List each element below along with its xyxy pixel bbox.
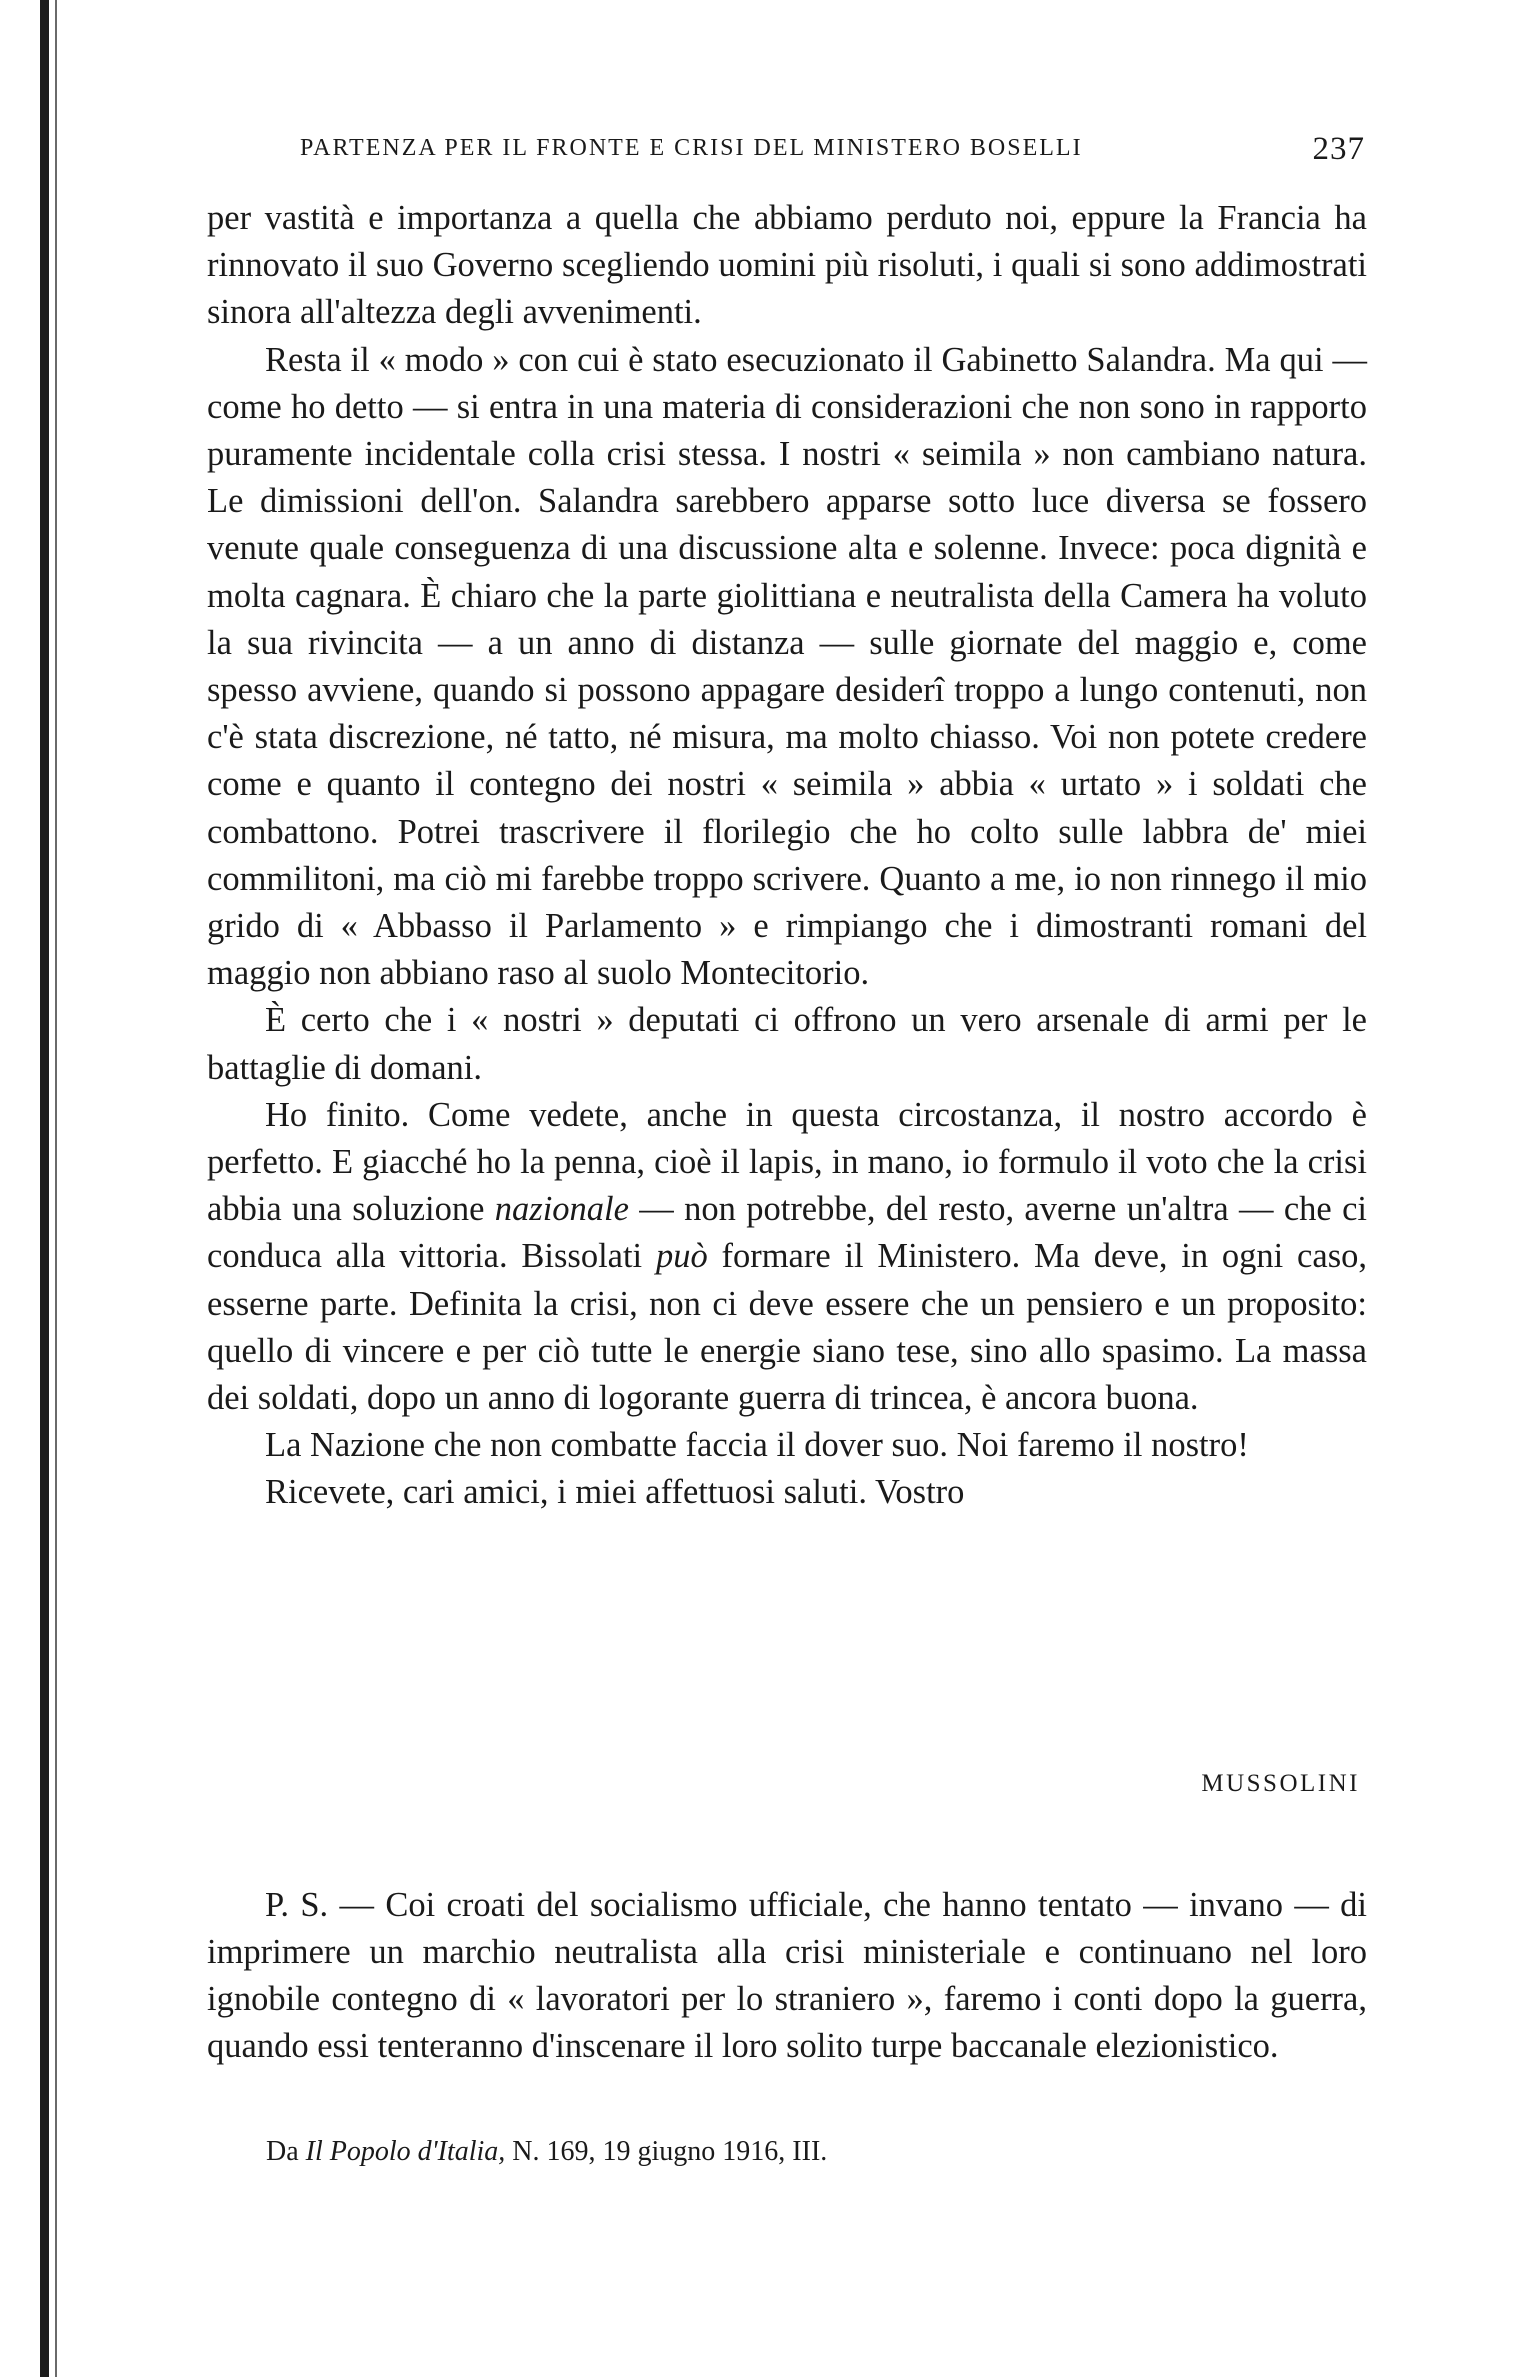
paragraph-4-part-b: — non potrebbe, del resto, averne un'altra — che ci conduca alla vittoria. Bissolati [207, 1190, 1367, 1276]
paragraph-4-part-c: formare il Ministero. Ma deve, in ogni caso, esserne parte. Definita la crisi, non ci deve essere che un pensiero e un proposito: quello di vincere e per ciò tutte le energie siano tese, sino allo spasimo. La massa dei soldati, dopo un anno di logorante guerra di trincea, è ancora buona. [207, 1237, 1367, 1418]
source-prefix: Da [266, 2136, 299, 2167]
source-newspaper: Il Popolo d'Italia, [305, 2136, 506, 2167]
running-title: PARTENZA PER IL FRONTE E CRISI DEL MINISTERO BOSELLI [300, 135, 1083, 161]
postscript: P. S. — Coi croati del socialismo ufficiale, che hanno tentato — invano — di imprimere un marchio neutralista alla crisi ministeriale e continuano nel loro ignobile contegno di « lavoratori per lo straniero », faremo i conti dopo la guerra, quando essi tenteranno d'inscenare il loro solito turpe baccanale elezionistico. [207, 1885, 1367, 2066]
running-header [300, 131, 1365, 167]
paragraph-3: È certo che i « nostri » deputati ci offrono un vero arsenale di armi per le battaglie di domani. [207, 1001, 1367, 1087]
page-binding-edge [40, 0, 49, 2377]
source-details: N. 169, 19 giugno 1916, III. [512, 2136, 828, 2167]
paragraph-4-part-a: Ho finito. Come vedete, anche in questa circostanza, il nostro accordo è perfetto. E giacché ho la penna, cioè il lapis, in mano, io formulo il voto che la crisi abbia una soluzione [207, 1095, 1367, 1229]
page-binding-shadow [55, 0, 57, 2377]
paragraph-5: La Nazione che non combatte faccia il dover suo. Noi faremo il nostro! [265, 1426, 1249, 1465]
signature: MUSSOLINI [1201, 1770, 1360, 1797]
paragraph-1: per vastità e importanza a quella che abbiamo perduto noi, eppure la Francia ha rinnovato il suo Governo scegliendo uomini più risoluti, i quali si sono addimostrati sinora all'altezza degli avvenimenti. [207, 199, 1367, 332]
paragraph-4 [207, 1092, 1367, 1422]
source-citation [266, 2136, 827, 2168]
italic-nazionale: nazionale [494, 1190, 629, 1229]
italic-puo: può [655, 1237, 708, 1276]
page-number: 237 [1312, 131, 1365, 167]
paragraph-2: Resta il « modo » con cui è stato esecuzionato il Gabinetto Salandra. Ma qui — come ho detto — si entra in una materia di considerazioni che non sono in rapporto puramente incidentale colla crisi stessa. I nostri « seimila » non cambiano natura. Le dimissioni dell'on. Salandra sarebbero apparse sotto luce diversa se fossero venute quale conseguenza di una discussione alta e solenne. Invece: poca dignità e molta cagnara. È chiaro che la parte giolittiana e neutralista della Camera ha voluto la sua rivincita — a un anno di distanza — sulle giornate del maggio e, come spesso avviene, quando si possono appagare desiderî troppo a lungo contenuti, non c'è stata discrezione, né tatto, né misura, ma molto chiasso. Voi non potete credere come e quanto il contegno dei nostri « seimila » abbia « urtato » i soldati che combattono. Potrei trascrivere il florilegio che ho colto sulle labbra de' miei commilitoni, ma ciò mi farebbe troppo scrivere. Quanto a me, io non rinnego il mio grido di « Abbasso il Parlamento » e rimpiango che i dimostranti romani del maggio non abbiano raso al suolo Montecitorio. [207, 340, 1367, 993]
paragraph-6: Ricevete, cari amici, i miei affettuosi saluti. Vostro [265, 1473, 965, 1512]
main-text [207, 195, 1367, 1517]
